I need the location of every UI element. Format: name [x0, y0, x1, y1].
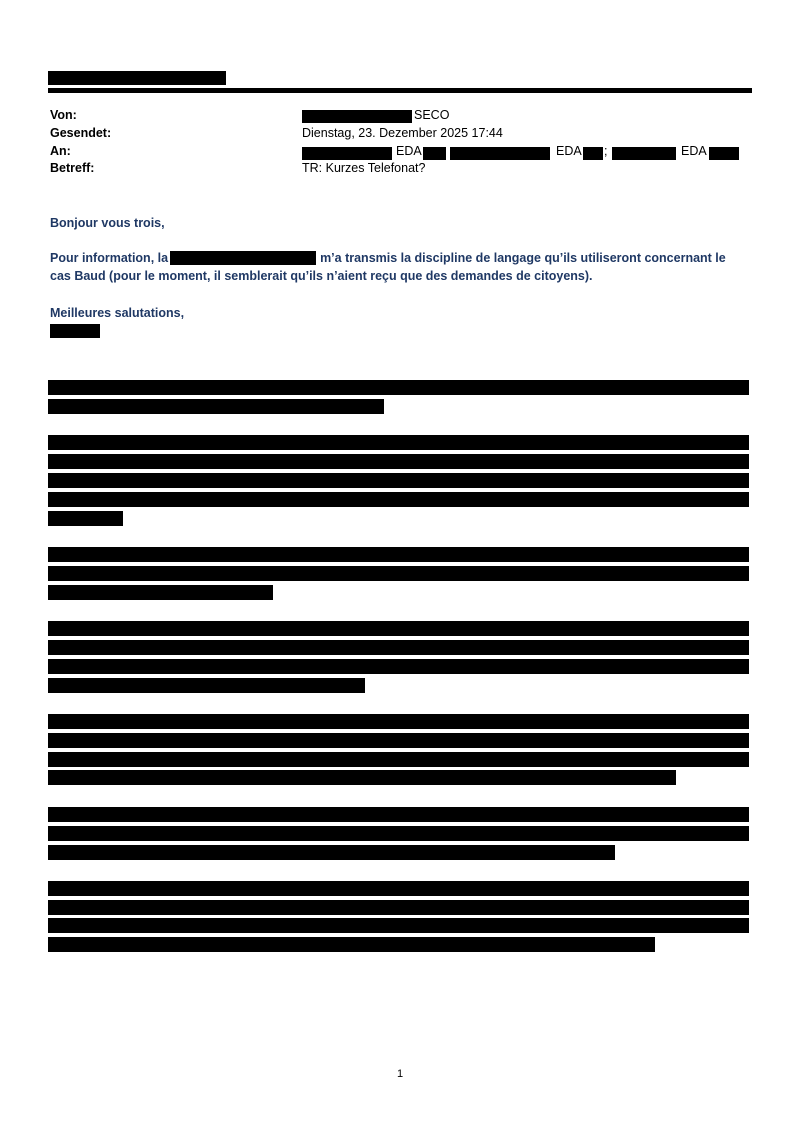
redacted-line [48, 881, 749, 896]
redacted-line [48, 435, 749, 450]
redacted-recipient-1 [302, 147, 392, 160]
redacted-line [48, 473, 749, 488]
to-org-3: EDA [681, 144, 707, 158]
redacted-line [48, 454, 749, 469]
redacted-sender-name [302, 110, 412, 123]
redacted-line [48, 511, 123, 526]
redacted-recipient-2 [450, 147, 550, 160]
redacted-line [48, 900, 749, 915]
redacted-line [48, 752, 749, 767]
to-separator: ; [604, 144, 608, 158]
redacted-line [48, 399, 384, 414]
redacted-line [48, 826, 749, 841]
redacted-line [48, 492, 749, 507]
paragraph-start: Pour information, la [50, 251, 169, 265]
redacted-line [48, 640, 749, 655]
redacted-line [48, 547, 749, 562]
redacted-line [48, 566, 749, 581]
redacted-line [48, 845, 615, 860]
redacted-line [48, 733, 749, 748]
to-org-2: EDA [556, 144, 582, 158]
redacted-recipient-3 [612, 147, 676, 160]
to-org-1: EDA [396, 144, 422, 158]
sent-value: Dienstag, 23. Dezember 2025 17:44 [302, 126, 503, 140]
from-label: Von: [50, 108, 77, 122]
greeting: Bonjour vous trois, [50, 216, 165, 230]
redacted-line [48, 770, 676, 785]
redacted-recipient-1b [423, 147, 446, 160]
message-paragraph [50, 249, 750, 285]
redacted-line [48, 659, 749, 674]
redacted-line [48, 585, 273, 600]
redacted-line [48, 380, 749, 395]
redacted-line [48, 678, 365, 693]
closing: Meilleures salutations, [50, 306, 185, 320]
to-label: An: [50, 144, 71, 158]
sent-label: Gesendet: [50, 126, 112, 140]
from-org: SECO [414, 108, 450, 122]
subject-label: Betreff: [50, 161, 95, 175]
redacted-line [48, 714, 749, 729]
paragraph-line-1 [50, 249, 750, 267]
redacted-line [48, 621, 749, 636]
redacted-recipient-3b [709, 147, 739, 160]
redacted-title [48, 71, 226, 85]
redacted-line [48, 918, 749, 933]
paragraph-rest: m’a transmis la discipline de langage qu’ils utiliseront concernant le [320, 251, 726, 265]
redacted-signature [50, 324, 100, 338]
page-number: 1 [396, 1068, 404, 1080]
redacted-line [48, 807, 749, 822]
redacted-line [48, 937, 655, 952]
paragraph-line-2: cas Baud (pour le moment, il semblerait qu’ils n’aient reçu que des demandes de citoyens). [50, 269, 593, 283]
redacted-organisation [170, 251, 316, 265]
redacted-recipient-2b [583, 147, 603, 160]
subject-value: TR: Kurzes Telefonat? [302, 161, 426, 175]
header-rule [48, 88, 752, 93]
